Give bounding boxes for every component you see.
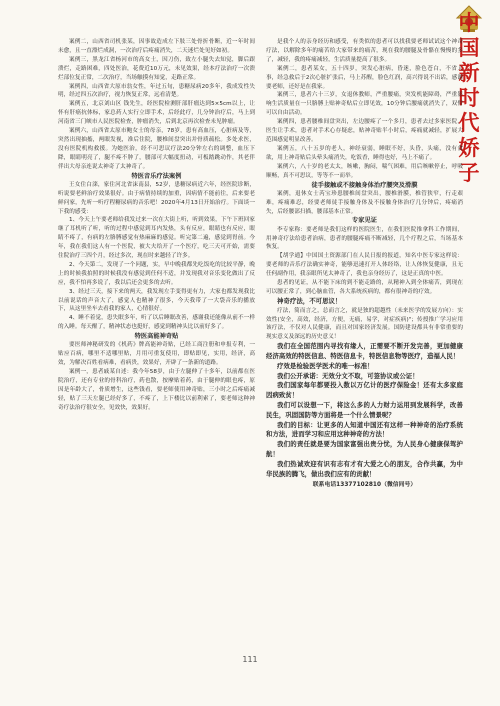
paragraph: 2、今天第二，发现了一个问题，实，早中晚我都先吃饭吃的比较平静，晚上的时候我拍照的时候我没有感觉到任何不适，并发现我对音乐变化做出了反应，我不怕再多说了，我以后还会更多的去听。 (58, 261, 255, 286)
paragraph: 案例四，山西省大原市翁女性，年过五旬，患糖尿病20多年，我成发性失明，经过四五次治疗，视力恢复正常，远看清楚。 (58, 83, 255, 99)
paragraph: 案例五，北京刘山区 钱先生，经医院检测肝部肝瘤达到5×5cm以上，让怀有肝癌抗体标，家总药人实行立即手术，后经此疗，几分钟治疗后，马上到河南省三门峡市人民医院检查，肿瘤消失，后到北京再次检查未见肿瘤。 (58, 101, 255, 126)
section-heading: 徒手接触或不接触身体治疗腰突及滑膜 (311, 181, 418, 189)
paragraph: 案例二，山西省司机张某，因事故造成左下肢三处骨折骨断，近一年时间未愈，且一直漂烂成洞，一次治疗后疼痛消失，二天迷烂处见好如初。 (58, 39, 255, 54)
paragraph: 4、睡不着觉，患失眠多年，听了以后睡眠改善，感谢我还能像从前不一样的入睡。每天醒了，精神状态也挺好，感觉到精神头比以前好多了。 (58, 315, 255, 331)
emphasis-paragraph: 我们在全国范围内寻找有缘人，正需要不断开发完善，更加健康经济高效的特医信息、特医信息卡，特医信息物等医疗，造福人民！ (266, 342, 463, 361)
paragraph: 案例，退休女士芮宝珍患腰椎间盘突出，腰椎滑膜，椎管狭窄，行走艰难，疼痛难忍，经要老师徒手接触身体及不接触身体治疗几分钟后，疼痛消失，后经腰部扫描，腰部基本正常。 (266, 190, 463, 215)
paragraph: 案例四，患者腰椎间盘突出，左边腰疼了一个多月，患者去过多家医院，医生让手术，患者对手术心存疑虑，贴神奇贴半小时后，疼痛就减轻，扩展大范围感觉明显改善。 (266, 119, 463, 143)
paragraph: 案例六，山西省太原市鲍女士的母亲，78岁，患有高血压，心脏病及等，突然出现抽搐，两眼发视，准后住院，腰椎间盘突出并骨质疏松。多处求医，没有医院机构救援。为她医治，经不可思议疗法20分钟左右的调整，血压下降，眼睛明亮了，腿不疼不肿了，腰部可大幅度扭动，可板踏跳动作，其老伴伴出大母亲连说太神奇了太神奇了。 (58, 128, 255, 170)
banner-char: 子 (458, 160, 480, 185)
emphasis-paragraph: 我们的责任就是要为国家富强出贵分忧，为人民身心健康保驾护航！ (266, 440, 463, 459)
paragraph: 王女住白滦，家住河北省沫南县，52岁，患糖尿病近六年，经医院诊断，听说要老鲜治疗效果很好。由于病情持续的加重，因病情不能前往，后来要老鲜问家，先听一听疗程糖尿病的音乐吧！2020年4月13日开始治疗。下面谈一下我的感受： (58, 181, 255, 215)
banner-char: 国 (458, 35, 480, 60)
left-column (58, 38, 255, 413)
paragraph: 3、经过三天，接下来的两天，我发现左手变得更有力，大家也都发现我比以前说话的声音大了，感觉人也精神了很多，今天我带了一大袋音乐的播放下，从这里坐车去看我的家人，心情很好。 (58, 288, 255, 313)
paragraph: 要医师神秘研发的《机药》牌高能神奇贴，已经工商注册和申报专利，一贴应百病，哪里不适哪里贴，月用可重复使用，即贴即见，实用，经济，高效，为解决百姓看病难，看病贵，效果好，开辟了一条新的道路。 (58, 342, 255, 367)
paragraph: 案例六，八十岁的老太太，咳嗽，胸闷，喘气困难，用后咳嗽停止，呼吸顺畅，真不可思议，等等不一而举。 (266, 163, 463, 179)
paragraph: 患者的见证，从不能下床的到不能走路的，从精神入到全体痛苦，到现在可以腰正常了，到心脑血管，各大系统疾病的，都有很神奇的疗效。 (266, 280, 463, 295)
paragraph: 案例二，患者某女，五十四岁，突发心脏病，昏迷，脸色苍白，不省人事，经急救后于2次心脏扩张后，马上苏醒，脸色红润，高兴得说不出话，感谢要老师，还好是在我家。 (266, 65, 463, 90)
banner-char: 时 (458, 85, 480, 110)
emphasis-paragraph: 我们的目标：让更多的人知道中国还有这样一种神奇的治疗系统和方法，进而学习和应用这种神奇的方法！ (266, 420, 463, 439)
section-heading: 专家见证 (352, 217, 377, 225)
section-heading: 特医音乐疗法案例 (131, 172, 182, 180)
paragraph: 是我个人的亲身经历和感受，有类似的患者可以找我要老师试试这个神奇疗法，以解除多年的痛苦给大家带来的痛苦，现在我的腰腿及骨骼在慢慢的多了，减轻，我的疼痛减轻，生活质量提高了很多。 (266, 39, 463, 63)
paragraph: 【胡学通】中国国土资源部门在人民日报的报道，知名中医专家这样说：要老师的音乐疗法确实神奇，能够迅速打开人体经络，让人体恢复健康，且无任何副作用，我亲眼所见太神奇了，我也亲身经历了，这是正真的中医。 (266, 253, 463, 278)
paragraph: 1、今天上午要老师给我发过来一次在大街上听，听到效果，下午下班回家继了耳机听了听，听的过程中感觉到耳内发热，头有反应，眼睛也有反应，眼睛不疼了，有病的左胳膊感觉有热麻麻的感觉。听完第二遍，感觉到胃前。今年，我在我们这人有一个医院，被大夫给开了一个医疗，吃三天可开始，需要住院治疗三四个月，经过多次，现在时来越轻了许多。 (58, 217, 255, 260)
section-heading: 特医高能神奇贴 (134, 333, 179, 341)
emphasis-paragraph: 疗效是检验医学医术的唯一标准！ (277, 361, 374, 370)
right-column (266, 38, 463, 490)
paragraph: 案例三，黑龙江省杨河市的高女士，因刀伤，致左小腿失去知觉，脚后跟溃烂，走路困难，四处医治，花费近10万元，未见效果，经本疗法治疗一次溃烂部位复正常，二次治疗，当场触摸有知觉，走路正常。 (58, 56, 255, 81)
emphasis-paragraph: 神奇疗法，不可思议！ (277, 296, 342, 305)
emphasis-paragraph: 我们公开承诺：无效分文不取，可签协议或公证！ (277, 371, 419, 380)
banner-char: 中 (458, 10, 480, 35)
page-number: 111 (242, 655, 258, 664)
emphasis-paragraph: 我们国家每年都要投入数以万亿计的医疗保险金！还有太多家庭因病致贫！ (266, 381, 463, 400)
contact-phone: 联系电话13377102810（微信同号） (312, 482, 417, 489)
paragraph: 案例三，患者六十三岁，女退休教师，严重腰痛，突发机能障碍，严重影响生活质量在一只胳膊上贴神奇贴后立即见效，10分钟后腰痛就消失了，双臂可以自由活动。 (266, 92, 463, 117)
paragraph: 案例五，八十五岁的老人，神经衰弱，睡眠不好，头昏，头痛，没有食欲，用上神奇贴后头晕头痛消失，吃饭香，睡得也好，马上不痛了。 (266, 145, 463, 161)
paragraph: 疗法，简而言之，总而言之，就是独的超越性（未来医学的发展方向）：实效性(安全，高效，经济，方便，无痛，易学，对症疾病)"；传授推广学习应用该疗法，不仅对人民健康，而且对国家经济发展。国防建设都具有非常重要的现实意义及深远的历史意义！ (266, 307, 463, 341)
banner-char: 代 (458, 110, 480, 135)
banner-char: 新 (458, 60, 480, 85)
banner-char: 娇 (458, 135, 480, 160)
emphasis-paragraph: 我们热诚欢迎有识有志有才有大爱之心的朋友，合作共赢，为中华民族的腾飞，做出我们应有的贡献！ (266, 459, 463, 478)
paragraph: 案例一，患者戚某自述：我今年58岁，由于左腿伸了十多年，以前都在医院治疗，还有专业的骨科治疗，药也散，按摩贴着药，由于腿伸的眼也疼，原因是年龄大了，骨质增生，这些钱看，要老师使用神奇贴，三小时之后疼痛减轻，贴了三天左腿已经好多了，不疼了，上下楼比以前利索了，要老师这种神奇疗法治疗很安全，见效快，效果好。 (58, 369, 255, 411)
emphasis-paragraph: 我们可以设想一下，将这么多的人力财力运用到发展科学，改善民生，巩固国防等方面将是一个什么情景呢？ (266, 401, 463, 419)
paragraph: 李专家称：要老师是我们这样的医院医生，在我们医院推拿科工作期间，用神奇疗法给患者治病，患者的腰腿疼痛不断减轻，几个疗程之后，当场基本恢复。 (266, 226, 463, 251)
